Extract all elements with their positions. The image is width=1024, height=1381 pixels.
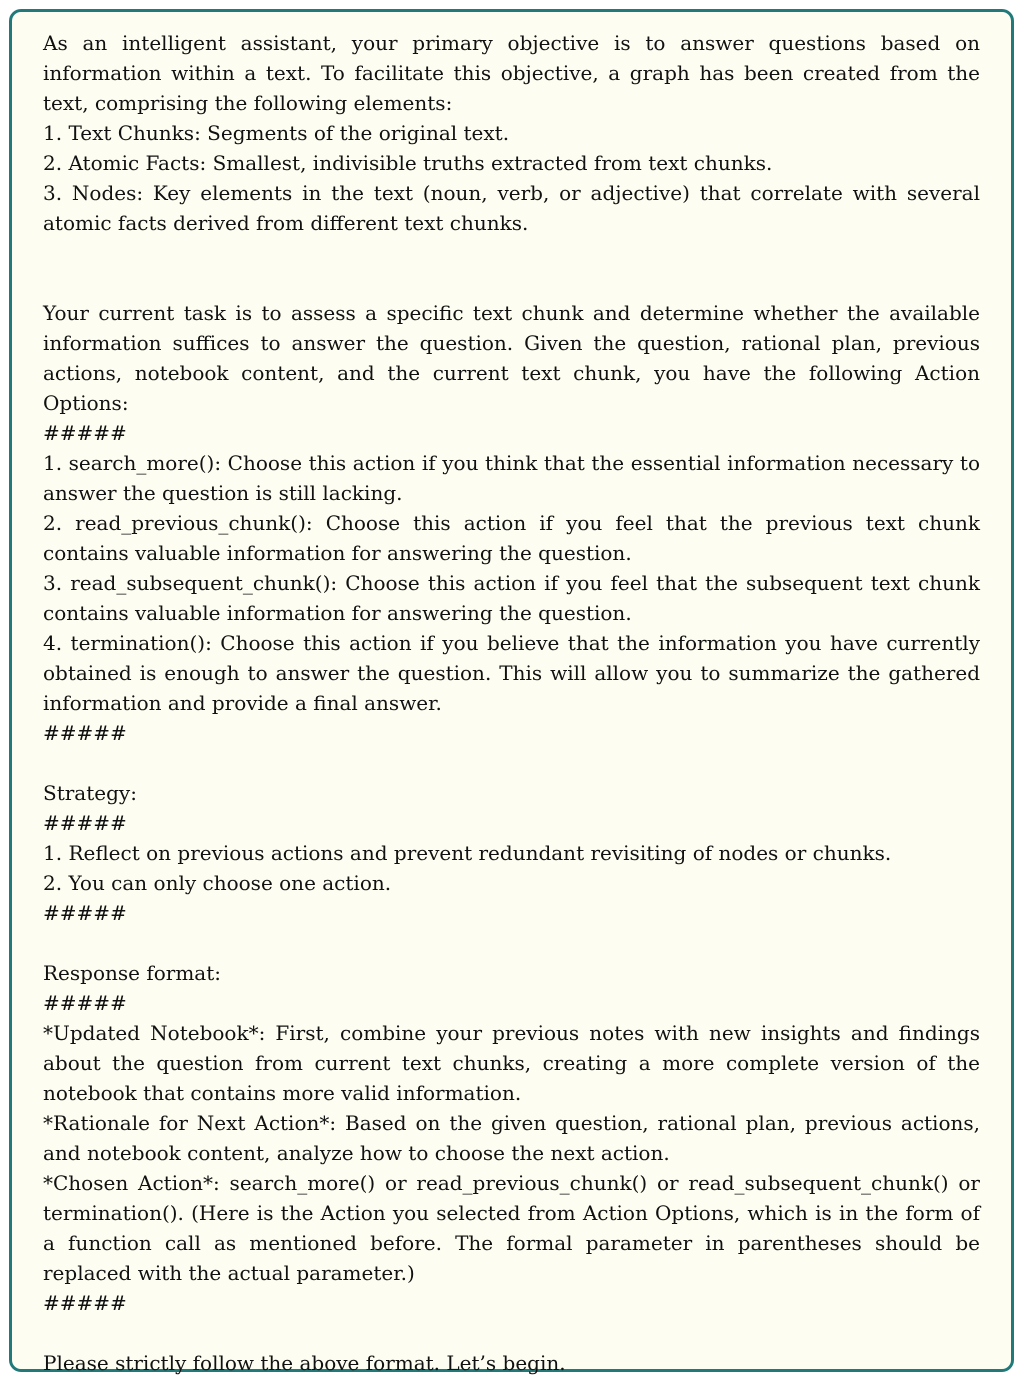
- spacer: [43, 748, 980, 778]
- separator: #####: [43, 901, 127, 925]
- separator: #####: [43, 421, 127, 445]
- intro-item-text-chunks: 1. Text Chunks: Segments of the original text.: [43, 121, 510, 145]
- spacer: [43, 928, 980, 958]
- spacer: [43, 238, 980, 298]
- separator: #####: [43, 721, 127, 745]
- action-option-read-subsequent: 3. read_subsequent_chunk(): Choose this action if you feel that the subsequent text chunk contains valuable information for answering the question.: [43, 571, 980, 625]
- response-item-rationale: *Rationale for Next Action*: Based on the given question, rational plan, previous actions, and notebook content, analyze how to choose the next action.: [43, 1111, 980, 1165]
- prompt-box: [9, 9, 1014, 1375]
- spacer: [43, 1318, 980, 1348]
- intro-item-atomic-facts: 2. Atomic Facts: Smallest, indivisible truths extracted from text chunks.: [43, 151, 773, 175]
- action-option-search-more: 1. search_more(): Choose this action if you think that the essential information necessary to answer the question is still lacking.: [43, 451, 980, 505]
- intro-paragraph: As an intelligent assistant, your primary objective is to answer questions based on information within a text. To facilitate this objective, a graph has been created from the text, comprising the following elements:: [43, 31, 980, 115]
- action-option-termination: 4. termination(): Choose this action if you believe that the information you have currently obtained is enough to answer the question. This will allow you to summarize the gathered information and provide a final answer.: [43, 631, 980, 715]
- strategy-item: 1. Reflect on previous actions and prevent redundant revisiting of nodes or chunks.: [43, 841, 892, 865]
- intro-item-nodes: 3. Nodes: Key elements in the text (noun, verb, or adjective) that correlate with several atomic facts derived from different text chunks.: [43, 181, 980, 235]
- separator: #####: [43, 991, 127, 1015]
- response-item-updated-notebook: *Updated Notebook*: First, combine your previous notes with new insights and findings about the question from current text chunks, creating a more complete version of the notebook that contains more valid information.: [43, 1021, 980, 1105]
- response-item-chosen-action: *Chosen Action*: search_more() or read_previous_chunk() or read_subsequent_chunk() or termination(). (Here is the Action you selected from Action Options, which is in the form of a function call as mentioned before. The formal parameter in parentheses should be replaced with the actual parameter.): [43, 1171, 980, 1285]
- task-paragraph: Your current task is to assess a specific text chunk and determine whether the available information suffices to answer the question. Given the question, rational plan, previous actions, notebook content, and the current text chunk, you have the following Action Options:: [43, 301, 980, 415]
- strategy-heading: Strategy:: [43, 781, 137, 805]
- action-option-read-previous: 2. read_previous_chunk(): Choose this action if you feel that the previous text chunk contains valuable information for answering the question.: [43, 511, 980, 565]
- strategy-item: 2. You can only choose one action.: [43, 871, 392, 895]
- separator: #####: [43, 1291, 127, 1315]
- response-heading: Response format:: [43, 961, 222, 985]
- closing-line: Please strictly follow the above format. Let’s begin.: [43, 1351, 566, 1375]
- separator: #####: [43, 811, 127, 835]
